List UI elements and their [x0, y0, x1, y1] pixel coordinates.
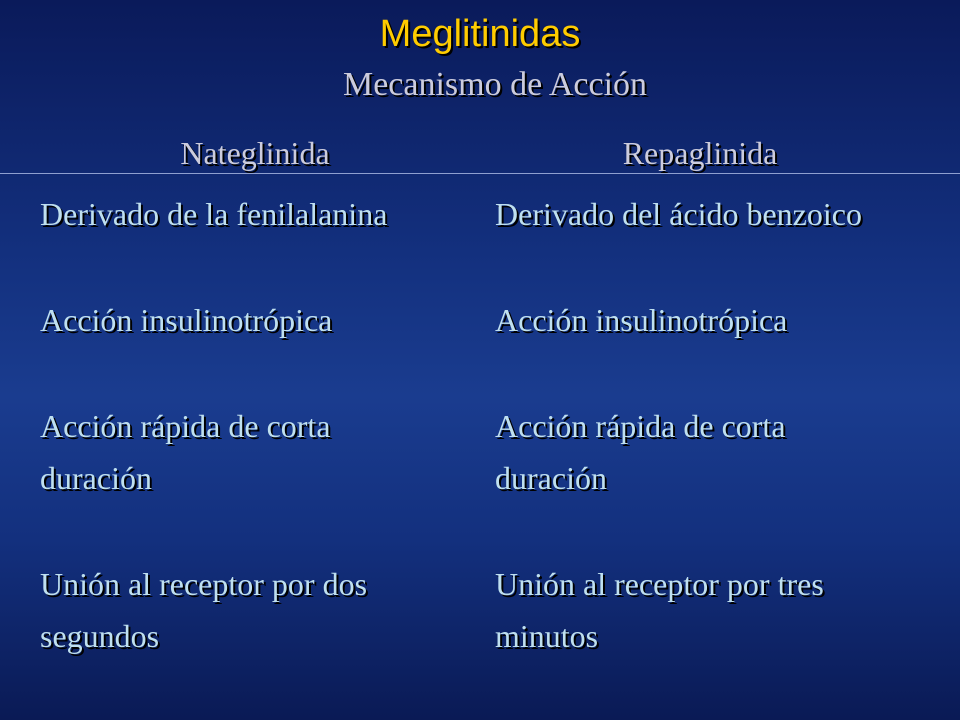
header-divider [0, 173, 960, 174]
slide-subtitle: Mecanismo de Acción [342, 66, 648, 103]
column-nateglinida [40, 188, 470, 716]
list-item: Acción rápida de corta duración [40, 408, 331, 496]
list-item: Acción rápida de corta duración [495, 408, 786, 496]
column-heading-nateglinida: Nateglinida [180, 135, 330, 171]
list-item: Acción insulinotrópica [40, 302, 333, 338]
list-item: Unión al receptor por tres minutos [495, 566, 824, 654]
list-item: Acción insulinotrópica [495, 302, 788, 338]
list-item: Derivado de la fenilalanina [40, 196, 388, 232]
column-heading-repaglinida: Repaglinida [622, 135, 778, 171]
column-repaglinida [495, 188, 925, 716]
slide-title: Meglitinidas [379, 13, 581, 55]
list-item: Unión al receptor por dos segundos [40, 566, 368, 654]
list-item: Derivado del ácido benzoico [495, 196, 862, 232]
